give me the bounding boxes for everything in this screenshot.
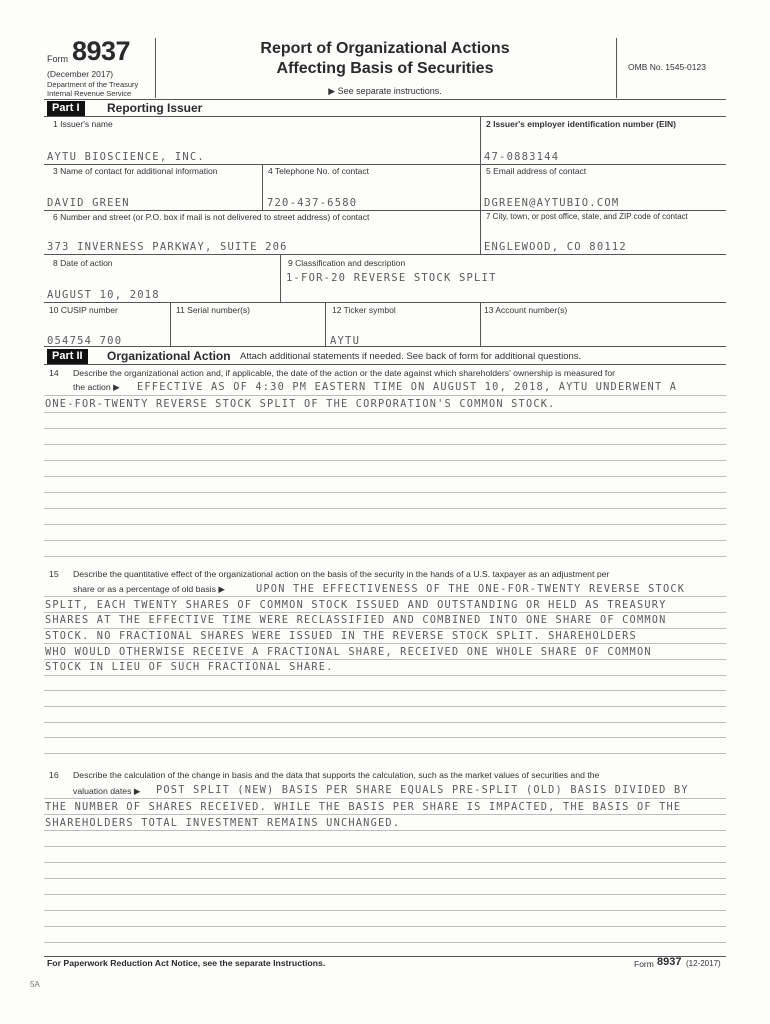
q16-prompt-line-2: valuation dates ▶ <box>73 786 141 796</box>
contact-name-label: 3 Name of contact for additional information <box>53 166 218 176</box>
row2-rule <box>44 210 726 211</box>
q15-answer-line-5[interactable]: WHO WOULD OTHERWISE RECEIVE A FRACTIONAL SHARE, RECEIVED ONE WHOLE SHARE OF COMMON <box>45 646 652 658</box>
q15-line <box>44 690 726 691</box>
part-2-title: Organizational Action <box>107 349 231 363</box>
contact-email-value[interactable]: DGREEN@AYTUBIO.COM <box>484 197 620 209</box>
q16-line <box>44 878 726 879</box>
q14-line <box>44 556 726 557</box>
part-2-subtitle: Attach additional statements if needed. See back of form for additional questions. <box>240 351 582 362</box>
q14-line <box>44 460 726 461</box>
agency-line-1: Department of the Treasury <box>47 80 139 89</box>
row5-divider-b <box>325 303 326 347</box>
row3-divider <box>480 211 481 255</box>
q16-line <box>44 894 726 895</box>
header-divider-right <box>616 38 617 98</box>
serial-number-label: 11 Serial number(s) <box>176 305 251 315</box>
classification-value[interactable]: 1-FOR-20 REVERSE STOCK SPLIT <box>286 272 497 284</box>
row2-divider-a <box>262 165 263 211</box>
q14-number: 14 <box>49 368 59 378</box>
q15-prompt-line-2: share or as a percentage of old basis ▶ <box>73 584 226 594</box>
q14-answer-line-1[interactable]: EFFECTIVE AS OF 4:30 PM EASTERN TIME ON AUGUST 10, 2018, AYTU UNDERWENT A <box>137 381 678 393</box>
contact-phone-value[interactable]: 720-437-6580 <box>267 197 358 209</box>
ticker-symbol-label: 12 Ticker symbol <box>332 305 396 315</box>
q16-line <box>44 798 726 799</box>
footer-revision: (12-2017) <box>686 959 721 968</box>
issuer-name-label: 1 Issuer's name <box>53 119 113 129</box>
q15-line <box>44 643 726 644</box>
q14-line <box>44 395 726 396</box>
header-rule <box>44 99 726 100</box>
see-instructions: ▶ See separate instructions. <box>328 86 442 96</box>
q16-line <box>44 846 726 847</box>
form-word: Form <box>47 54 68 64</box>
q15-line <box>44 706 726 707</box>
q14-line <box>44 540 726 541</box>
q15-answer-line-1[interactable]: UPON THE EFFECTIVENESS OF THE ONE-FOR-TWENTY REVERSE STOCK <box>256 583 686 595</box>
q16-line <box>44 830 726 831</box>
issuer-ein-value[interactable]: 47-0883144 <box>484 151 560 163</box>
form-revision: (December 2017) <box>47 69 114 79</box>
q15-line <box>44 628 726 629</box>
contact-street-label: 6 Number and street (or P.O. box if mail is not delivered to street address) of contact <box>53 212 370 222</box>
q15-line <box>44 737 726 738</box>
q16-line <box>44 942 726 943</box>
q15-line <box>44 753 726 754</box>
q14-line <box>44 476 726 477</box>
form-title-line-1: Report of Organizational Actions <box>260 40 510 57</box>
footer-form-word: Form <box>634 959 654 969</box>
q16-answer-line-2[interactable]: THE NUMBER OF SHARES RECEIVED. WHILE THE BASIS PER SHARE IS IMPACTED, THE BASIS OF THE <box>45 801 682 813</box>
paperwork-notice: For Paperwork Reduction Act Notice, see the separate Instructions. <box>47 958 326 968</box>
contact-city-value[interactable]: ENGLEWOOD, CO 80112 <box>484 241 627 253</box>
row3-rule <box>44 254 726 255</box>
q16-answer-line-1[interactable]: POST SPLIT (NEW) BASIS PER SHARE EQUALS PRE-SPLIT (OLD) BASIS DIVIDED BY <box>156 784 689 796</box>
row2-divider-b <box>480 165 481 211</box>
part-2-tag: Part II <box>47 349 88 364</box>
q15-number: 15 <box>49 569 59 579</box>
cusip-label: 10 CUSIP number <box>49 305 118 315</box>
form-header <box>0 0 770 100</box>
account-number-label: 13 Account number(s) <box>484 305 568 315</box>
q14-line <box>44 412 726 413</box>
row5-rule <box>44 346 726 347</box>
q15-line <box>44 596 726 597</box>
part-1-rule <box>44 116 726 117</box>
row5-divider-c <box>480 303 481 347</box>
part-1-tag: Part I <box>47 101 85 116</box>
contact-city-label: 7 City, town, or post office, state, and ZIP code of contact <box>486 212 688 221</box>
footer-rule <box>44 956 726 957</box>
footer-form-number: 8937 <box>657 956 682 968</box>
ticker-symbol-value[interactable]: AYTU <box>330 335 361 347</box>
q15-answer-line-4[interactable]: STOCK. NO FRACTIONAL SHARES WERE ISSUED IN THE REVERSE STOCK SPLIT. SHAREHOLDERS <box>45 630 637 642</box>
row4-divider <box>280 255 281 303</box>
date-of-action-value[interactable]: AUGUST 10, 2018 <box>47 289 160 301</box>
q16-line <box>44 910 726 911</box>
q14-line <box>44 444 726 445</box>
q15-line <box>44 722 726 723</box>
q16-line <box>44 862 726 863</box>
contact-phone-label: 4 Telephone No. of contact <box>268 166 369 176</box>
q15-answer-line-3[interactable]: SHARES AT THE EFFECTIVE TIME WERE RECLASSIFIED AND COMBINED INTO ONE SHARE OF COMMON <box>45 614 667 626</box>
q14-prompt-line-2: the action ▶ <box>73 382 120 392</box>
omb-number: OMB No. 1545-0123 <box>628 62 706 72</box>
form-title-line-2: Affecting Basis of Securities <box>276 60 494 77</box>
q16-prompt-line-1: Describe the calculation of the change in basis and the data that supports the calculation, such as the market values of securities and the <box>73 770 600 780</box>
q14-line <box>44 492 726 493</box>
date-of-action-label: 8 Date of action <box>53 258 113 268</box>
q14-line <box>44 508 726 509</box>
cusip-value[interactable]: 054754 700 <box>47 335 123 347</box>
row1-divider <box>480 117 481 165</box>
contact-name-value[interactable]: DAVID GREEN <box>47 197 130 209</box>
agency-line-2: Internal Revenue Service <box>47 89 132 98</box>
contact-email-label: 5 Email address of contact <box>486 166 587 176</box>
part-2-rule <box>44 364 726 365</box>
issuer-ein-label: 2 Issuer's employer identification number (EIN) <box>486 119 677 129</box>
q15-line <box>44 612 726 613</box>
row4-rule <box>44 302 726 303</box>
form-number: 8937 <box>72 36 131 66</box>
q14-line <box>44 428 726 429</box>
q15-line <box>44 675 726 676</box>
issuer-name-value[interactable]: AYTU BIOSCIENCE, INC. <box>47 151 205 163</box>
q16-answer-line-3[interactable]: SHAREHOLDERS TOTAL INVESTMENT REMAINS UNCHANGED. <box>45 817 401 829</box>
q14-line <box>44 524 726 525</box>
row1-rule <box>44 164 726 165</box>
q16-line <box>44 814 726 815</box>
page-mark: 5A <box>30 980 40 989</box>
part-1-title: Reporting Issuer <box>107 101 203 115</box>
q16-number: 16 <box>49 770 59 780</box>
q15-answer-line-6[interactable]: STOCK IN LIEU OF SUCH FRACTIONAL SHARE. <box>45 661 334 673</box>
contact-street-value[interactable]: 373 INVERNESS PARKWAY, SUITE 206 <box>47 241 288 253</box>
q15-answer-line-2[interactable]: SPLIT, EACH TWENTY SHARES OF COMMON STOCK ISSUED AND OUTSTANDING OR HELD AS TREASURY <box>45 599 667 611</box>
q16-line <box>44 926 726 927</box>
q15-prompt-line-1: Describe the quantitative effect of the organizational action on the basis of the security in the hands of a U.S. taxpayer as an adjustment per <box>73 569 610 579</box>
q15-line <box>44 659 726 660</box>
header-divider-left <box>155 38 156 98</box>
row5-divider-a <box>170 303 171 347</box>
q14-answer-line-2[interactable]: ONE-FOR-TWENTY REVERSE STOCK SPLIT OF THE CORPORATION'S COMMON STOCK. <box>45 398 556 410</box>
classification-label: 9 Classification and description <box>288 258 406 268</box>
q14-prompt-line-1: Describe the organizational action and, if applicable, the date of the action or the date against which shareholders' ownership is measured for <box>73 368 616 378</box>
